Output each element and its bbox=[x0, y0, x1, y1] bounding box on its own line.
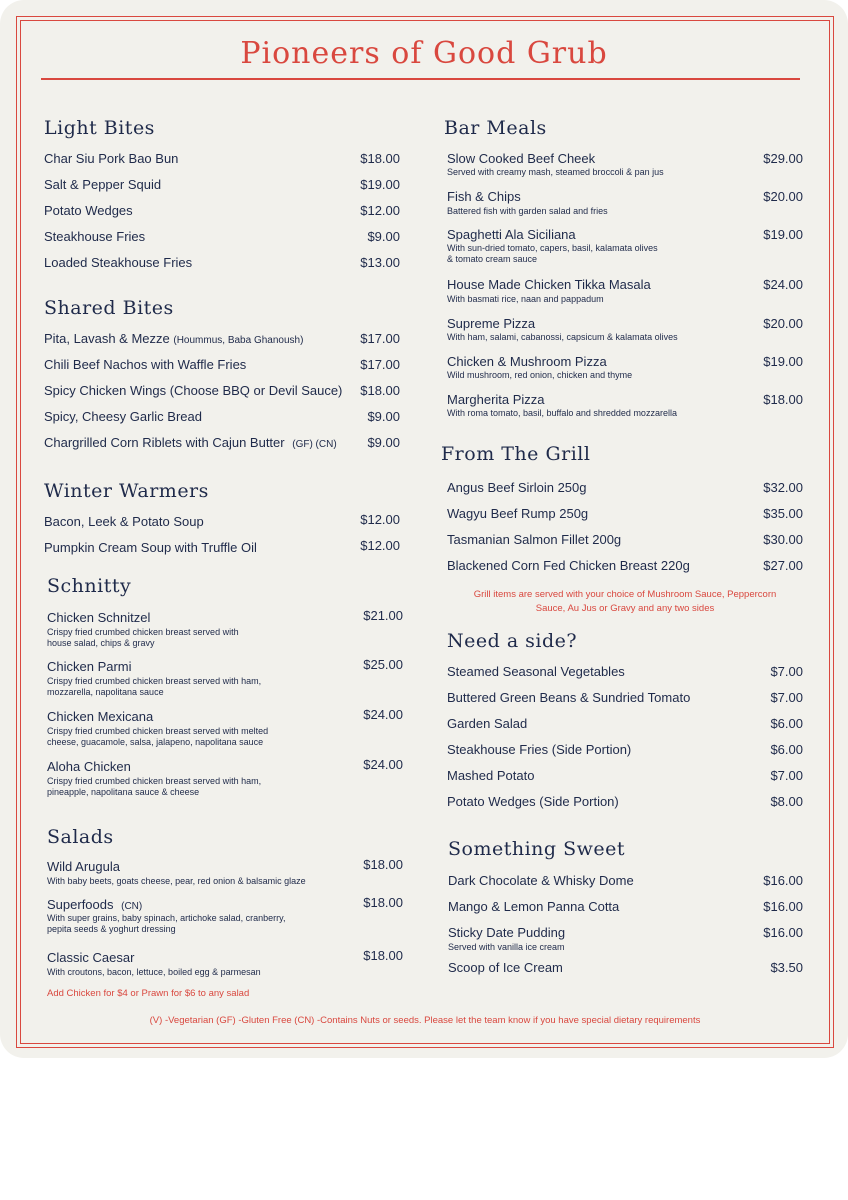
menu-item-name: Garden Salad bbox=[447, 716, 528, 731]
menu-item-price: $20.00 bbox=[763, 316, 803, 331]
menu-item-name: Potato Wedges bbox=[44, 203, 133, 218]
salad-addon-note: Add Chicken for $4 or Prawn for $6 to any salad bbox=[47, 988, 250, 999]
menu-item-price: $18.00 bbox=[363, 895, 403, 910]
menu-item-name: Potato Wedges (Side Portion) bbox=[447, 794, 619, 809]
grill-sauce-note: Grill items are served with your choice of Mushroom Sauce, Peppercorn Sauce, Au Jus or Gravy and any two sides bbox=[473, 589, 777, 614]
menu-item-name: Angus Beef Sirloin 250g bbox=[447, 480, 587, 495]
menu-item-name: Chicken Mexicana bbox=[47, 709, 154, 724]
menu-item-price: $9.00 bbox=[367, 229, 400, 244]
menu-item-price: $20.00 bbox=[763, 189, 803, 204]
menu-item-price: $12.00 bbox=[360, 538, 400, 553]
menu-item-price: $12.00 bbox=[360, 512, 400, 527]
menu-item-name: Superfoods (CN) bbox=[47, 897, 143, 912]
menu-item-name: Scoop of Ice Cream bbox=[448, 960, 563, 975]
menu-item-price: $17.00 bbox=[360, 331, 400, 346]
menu-item-price: $30.00 bbox=[763, 532, 803, 547]
menu-item-price: $9.00 bbox=[367, 435, 400, 450]
title-divider bbox=[41, 78, 800, 80]
menu-item-name: Aloha Chicken bbox=[47, 759, 131, 774]
menu-item-name: Pumpkin Cream Soup with Truffle Oil bbox=[44, 540, 257, 555]
menu-item-price: $18.00 bbox=[360, 151, 400, 166]
menu-item-price: $21.00 bbox=[363, 608, 403, 623]
menu-item-name: Loaded Steakhouse Fries bbox=[44, 255, 193, 270]
menu-item-price: $19.00 bbox=[763, 354, 803, 369]
menu-item-description: Served with vanilla ice cream bbox=[448, 942, 565, 952]
menu-item-name: Mashed Potato bbox=[447, 768, 535, 783]
dietary-footer-note: (V) -Vegetarian (GF) -Gluten Free (CN) -Contains Nuts or seeds. Please let the team know if you have special dietary requirements bbox=[149, 1015, 701, 1026]
menu-item-price: $18.00 bbox=[763, 392, 803, 407]
menu-item-price: $16.00 bbox=[763, 925, 803, 940]
menu-item-price: $29.00 bbox=[763, 151, 803, 166]
menu-item-price: $12.00 bbox=[360, 203, 400, 218]
menu-item-name: Chicken Parmi bbox=[47, 659, 132, 674]
menu-item-name: Fish & Chips bbox=[447, 189, 521, 204]
menu-item-name: Salt & Pepper Squid bbox=[44, 177, 162, 192]
menu-item-name: Chili Beef Nachos with Waffle Fries bbox=[44, 357, 247, 372]
menu-item-name: Mango & Lemon Panna Cotta bbox=[448, 899, 620, 914]
menu-item-description: With croutons, bacon, lettuce, boiled egg & parmesan bbox=[47, 967, 261, 977]
menu-item-name: Sticky Date Pudding bbox=[448, 925, 566, 940]
menu-item-price: $18.00 bbox=[360, 383, 400, 398]
menu-item-price: $16.00 bbox=[763, 873, 803, 888]
bar-meals-heading: Bar Meals bbox=[444, 117, 547, 139]
menu-item-description: Crispy fried crumbed chicken breast served with ham, mozzarella, napolitana sauce bbox=[47, 676, 262, 697]
menu-title: Pioneers of Good Grub bbox=[240, 36, 608, 71]
menu-item-name: Tasmanian Salmon Fillet 200g bbox=[447, 532, 622, 547]
menu-item-description: With basmati rice, naan and pappadum bbox=[447, 294, 604, 304]
menu-item-name: Margherita Pizza bbox=[447, 392, 545, 407]
menu-item-name: Steakhouse Fries (Side Portion) bbox=[447, 742, 632, 757]
menu-item-description: With sun-dried tomato, capers, basil, kalamata olives & tomato cream sauce bbox=[447, 243, 658, 264]
menu-item-price: $7.00 bbox=[770, 768, 803, 783]
menu-item-price: $24.00 bbox=[763, 277, 803, 292]
menu-item-price: $13.00 bbox=[360, 255, 400, 270]
menu-item-name: Chicken Schnitzel bbox=[47, 610, 151, 625]
menu-item-name: Chargrilled Corn Riblets with Cajun Butter (GF) (CN) bbox=[44, 435, 337, 450]
menu-item-name: Wild Arugula bbox=[47, 859, 120, 874]
menu-item-price: $24.00 bbox=[363, 707, 403, 722]
menu-item-price: $19.00 bbox=[763, 227, 803, 242]
menu-item-name: Buttered Green Beans & Sundried Tomato bbox=[447, 690, 691, 705]
menu-item-name: Slow Cooked Beef Cheek bbox=[447, 151, 596, 166]
menu-item-price: $7.00 bbox=[770, 690, 803, 705]
salads-heading: Salads bbox=[47, 826, 114, 848]
menu-item-name: Steamed Seasonal Vegetables bbox=[447, 664, 625, 679]
menu-item-price: $9.00 bbox=[367, 409, 400, 424]
menu-item-description: Battered fish with garden salad and fries bbox=[447, 206, 608, 216]
menu-item-description: With baby beets, goats cheese, pear, red onion & balsamic glaze bbox=[47, 876, 306, 886]
shared-bites-heading: Shared Bites bbox=[44, 297, 174, 319]
menu-item-price: $17.00 bbox=[360, 357, 400, 372]
menu-item-description: With super grains, baby spinach, artichoke salad, cranberry, pepita seeds & yoghurt dressing bbox=[47, 913, 286, 934]
menu-item-name: Spicy, Cheesy Garlic Bread bbox=[44, 409, 202, 424]
from-the-grill-heading: From The Grill bbox=[441, 443, 591, 465]
menu-item-price: $8.00 bbox=[770, 794, 803, 809]
menu-item-name: Pita, Lavash & Mezze (Hoummus, Baba Ghanoush) bbox=[44, 331, 304, 346]
light-bites-heading: Light Bites bbox=[44, 117, 155, 139]
menu-item-description: Crispy fried crumbed chicken breast served with house salad, chips & gravy bbox=[47, 627, 239, 648]
menu-item-price: $32.00 bbox=[763, 480, 803, 495]
menu-item-description: Served with creamy mash, steamed broccoli & pan jus bbox=[447, 167, 664, 177]
menu-item-name: Wagyu Beef Rump 250g bbox=[447, 506, 589, 521]
menu-item-price: $24.00 bbox=[363, 757, 403, 772]
need-a-side-heading: Need a side? bbox=[447, 630, 578, 652]
menu-item-name: Dark Chocolate & Whisky Dome bbox=[448, 873, 634, 888]
menu-item-price: $6.00 bbox=[770, 716, 803, 731]
menu-item-description: With ham, salami, cabanossi, capsicum & kalamata olives bbox=[447, 332, 678, 342]
schnitty-heading: Schnitty bbox=[47, 575, 132, 597]
menu-item-price: $3.50 bbox=[770, 960, 803, 975]
menu-item-description: Wild mushroom, red onion, chicken and thyme bbox=[447, 370, 633, 380]
menu-item-price: $19.00 bbox=[360, 177, 400, 192]
menu-item-price: $35.00 bbox=[763, 506, 803, 521]
menu-item-price: $6.00 bbox=[770, 742, 803, 757]
menu-item-name: Bacon, Leek & Potato Soup bbox=[44, 514, 204, 529]
menu-item-name: Spaghetti Ala Siciliana bbox=[447, 227, 576, 242]
menu-item-price: $18.00 bbox=[363, 948, 403, 963]
menu-item-name: Chicken & Mushroom Pizza bbox=[447, 354, 607, 369]
menu-item-name: Supreme Pizza bbox=[447, 316, 536, 331]
menu-item-name: Char Siu Pork Bao Bun bbox=[44, 151, 179, 166]
menu-item-name: House Made Chicken Tikka Masala bbox=[447, 277, 651, 292]
menu-item-price: $25.00 bbox=[363, 657, 403, 672]
menu-item-price: $27.00 bbox=[763, 558, 803, 573]
winter-warmers-heading: Winter Warmers bbox=[44, 480, 209, 502]
menu-item-price: $7.00 bbox=[770, 664, 803, 679]
menu-item-name: Spicy Chicken Wings (Choose BBQ or Devil Sauce) bbox=[44, 383, 343, 398]
menu-border bbox=[16, 16, 834, 1048]
menu-item-price: $18.00 bbox=[363, 857, 403, 872]
menu-item-price: $16.00 bbox=[763, 899, 803, 914]
menu-item-description: With roma tomato, basil, buffalo and shredded mozzarella bbox=[447, 408, 677, 418]
something-sweet-heading: Something Sweet bbox=[448, 838, 626, 860]
menu-item-name: Blackened Corn Fed Chicken Breast 220g bbox=[447, 558, 690, 573]
menu-item-name: Classic Caesar bbox=[47, 950, 135, 965]
menu-item-description: Crispy fried crumbed chicken breast served with ham, pineapple, napolitana sauce & cheese bbox=[47, 776, 262, 797]
menu-item-description: Crispy fried crumbed chicken breast served with melted cheese, guacamole, salsa, jalapeno, napolitana sauce bbox=[47, 726, 269, 747]
menu-item-name: Steakhouse Fries bbox=[44, 229, 146, 244]
